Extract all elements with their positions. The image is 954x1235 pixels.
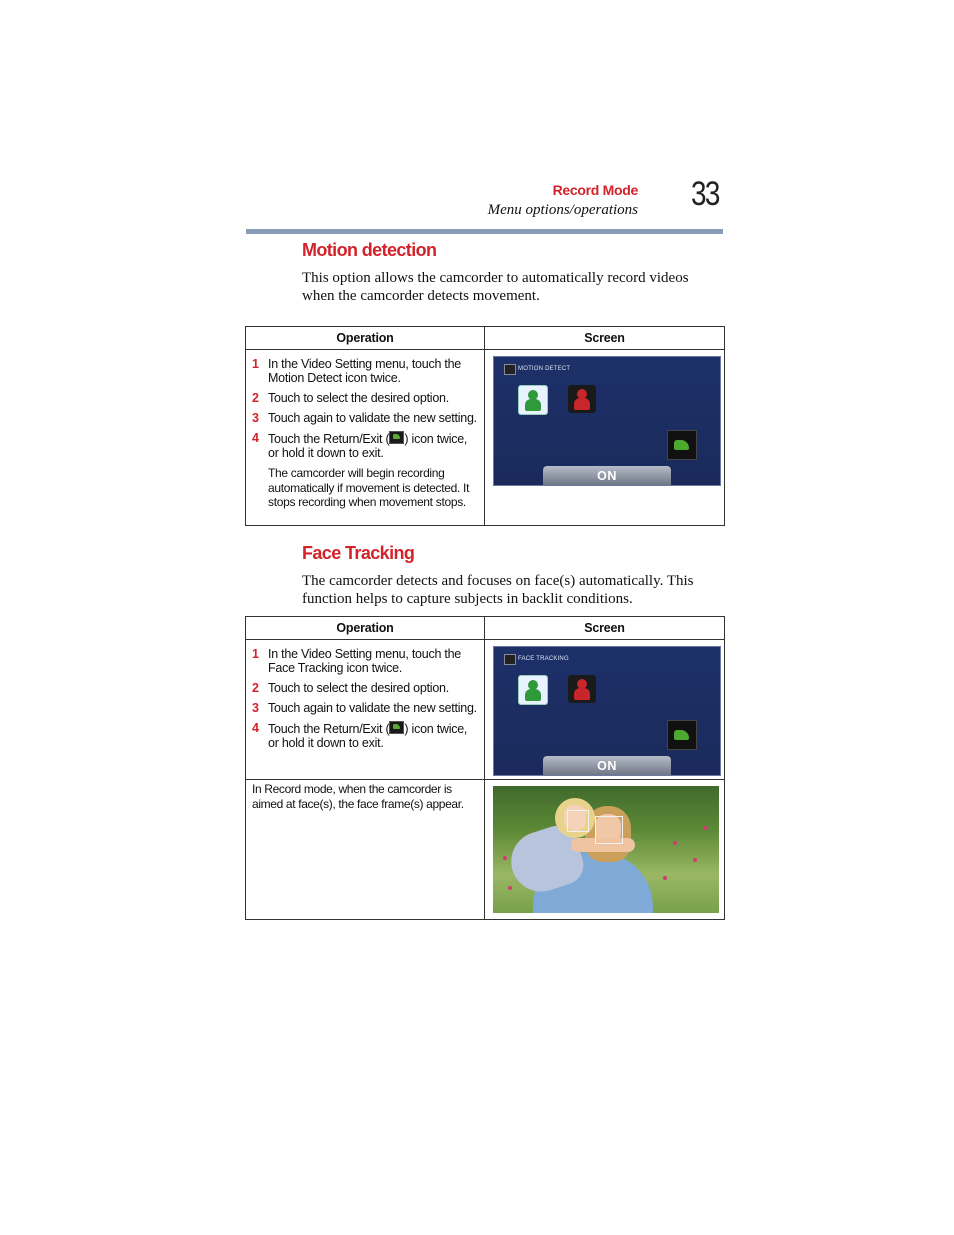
menu-title-icon: [504, 654, 516, 665]
running-header-section: Record Mode: [552, 182, 638, 198]
option-value-bar[interactable]: ON: [543, 756, 671, 775]
face-tracking-on-icon[interactable]: [518, 675, 548, 705]
face-tracking-table: [245, 616, 725, 920]
step-item: 3 Touch again to validate the new setting.: [252, 411, 477, 425]
screen-title: MOTION DETECT: [518, 366, 571, 372]
motion-detection-table: [245, 326, 725, 526]
step-item: 1 In the Video Setting menu, touch the Motion Detect icon twice.: [252, 357, 461, 385]
motion-detect-screen: [493, 356, 721, 486]
col-header-operation: Operation: [246, 617, 485, 640]
menu-title-icon: [504, 364, 516, 375]
motion-detect-on-icon[interactable]: [518, 385, 548, 415]
face-frame: [595, 816, 623, 844]
header-rule: [246, 229, 723, 234]
page-number: 33: [691, 175, 719, 213]
motion-steps: [246, 350, 484, 516]
face-tracking-heading: Face Tracking: [302, 543, 415, 563]
step-item: 2 Touch to select the desired option.: [252, 681, 449, 695]
col-header-operation: Operation: [246, 327, 485, 350]
motion-detection-heading: Motion detection: [302, 240, 437, 260]
step-item: 1 In the Video Setting menu, touch the Face Tracking icon twice.: [252, 647, 461, 675]
col-header-screen: Screen: [485, 327, 725, 350]
face-tracking-screen: [493, 646, 721, 776]
record-mode-note: In Record mode, when the camcorder is aimed at face(s), the face frame(s) appear.: [252, 782, 464, 811]
running-header-subsection: Menu options/operations: [487, 202, 638, 218]
motion-note: The camcorder will begin recording automatically if movement is detected. It stops recording when movement stops.: [268, 466, 470, 509]
return-exit-icon: [389, 431, 404, 444]
return-exit-icon: [389, 721, 404, 734]
step-item: 3 Touch again to validate the new setting.: [252, 701, 477, 715]
step-item: 2 Touch to select the desired option.: [252, 391, 449, 405]
return-icon[interactable]: [667, 720, 697, 750]
screen-title: FACE TRACKING: [518, 656, 569, 662]
face-frame: [567, 810, 589, 832]
face-tracking-off-icon[interactable]: [568, 675, 596, 703]
face-steps: [246, 640, 484, 762]
option-value-bar[interactable]: ON: [543, 466, 671, 485]
face-frame-photo: [493, 786, 719, 913]
motion-detection-description: This option allows the camcorder to automatically record videos when the camcorder detects movement.: [302, 270, 689, 304]
face-tracking-description: The camcorder detects and focuses on face(s) automatically. This function helps to capture subjects in backlit conditions.: [302, 573, 694, 607]
col-header-screen: Screen: [485, 617, 725, 640]
step-item: 4 Touch the Return/Exit ( ) icon twice, or hold it down to exit.: [252, 431, 468, 460]
return-icon[interactable]: [667, 430, 697, 460]
motion-detect-off-icon[interactable]: [568, 385, 596, 413]
step-item: 4 Touch the Return/Exit ( ) icon twice, or hold it down to exit.: [252, 721, 468, 750]
